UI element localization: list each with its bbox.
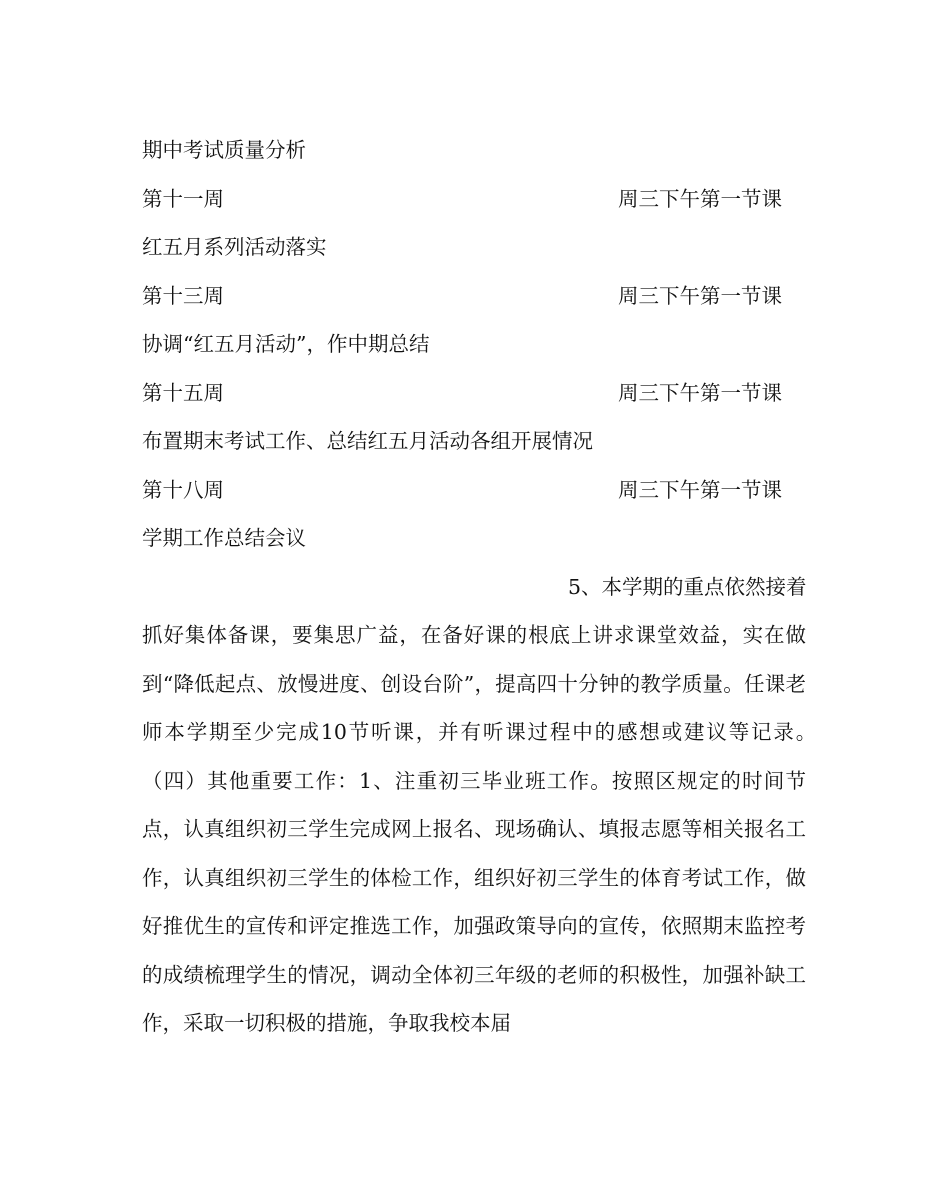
schedule-row-3 — [142, 466, 806, 515]
document-content — [142, 126, 827, 1048]
schedule-row-0 — [142, 175, 806, 224]
schedule-item-3 — [142, 417, 806, 466]
schedule-week: 第十三周 — [142, 283, 224, 308]
schedule-row-1 — [142, 272, 806, 321]
point5-heading — [142, 563, 806, 612]
schedule-item-1 — [142, 223, 806, 272]
schedule-time: 周三下午第一节课 — [618, 477, 782, 502]
schedule-row-2 — [142, 369, 806, 418]
body-paragraph: 抓好集体备课，要集思广益，在备好课的根底上讲求课堂效益，实在做到“降低起点、放慢进度、创设台阶”，提高四十分钟的教学质量。任课老师本学期至少完成10节听课，并有听课过程中的感想或建议等记录。 （四）其他重要工作：1、注重初三毕业班工作。按照区规定的时间节点，认真组织初三学生完成网上报名、现场确认、填报志愿等相关报名工作，认真组织初三学生的体检工作，组织好初三学生的体育考试工作，做好推优生的宣传和评定推选工作，加强政策导向的宣传，依照期末监控考的成绩梳理学生的情况，调动全体初三年级的老师的积极性，加强补缺工作，采取一切积极的措施，争取我校本届 — [142, 623, 827, 1035]
schedule-time: 周三下午第一节课 — [618, 186, 782, 211]
point5-heading-text: 5、本学期的重点依然接着 — [568, 574, 807, 599]
schedule-week: 第十一周 — [142, 186, 224, 211]
schedule-item-text: 期中考试质量分析 — [142, 138, 306, 162]
schedule-item-4 — [142, 514, 806, 563]
schedule-item-0 — [142, 126, 806, 175]
schedule-item-text: 布置期末考试工作、总结红五月活动各组开展情况 — [142, 429, 593, 453]
schedule-time: 周三下午第一节课 — [618, 283, 782, 308]
schedule-item-2 — [142, 320, 806, 369]
schedule-week: 第十五周 — [142, 380, 224, 405]
schedule-week: 第十八周 — [142, 477, 224, 502]
schedule-item-text: 协调“红五月活动”，作中期总结 — [142, 332, 430, 356]
schedule-item-text: 学期工作总结会议 — [142, 526, 306, 550]
schedule-item-text: 红五月系列活动落实 — [142, 235, 327, 259]
schedule-time: 周三下午第一节课 — [618, 380, 782, 405]
